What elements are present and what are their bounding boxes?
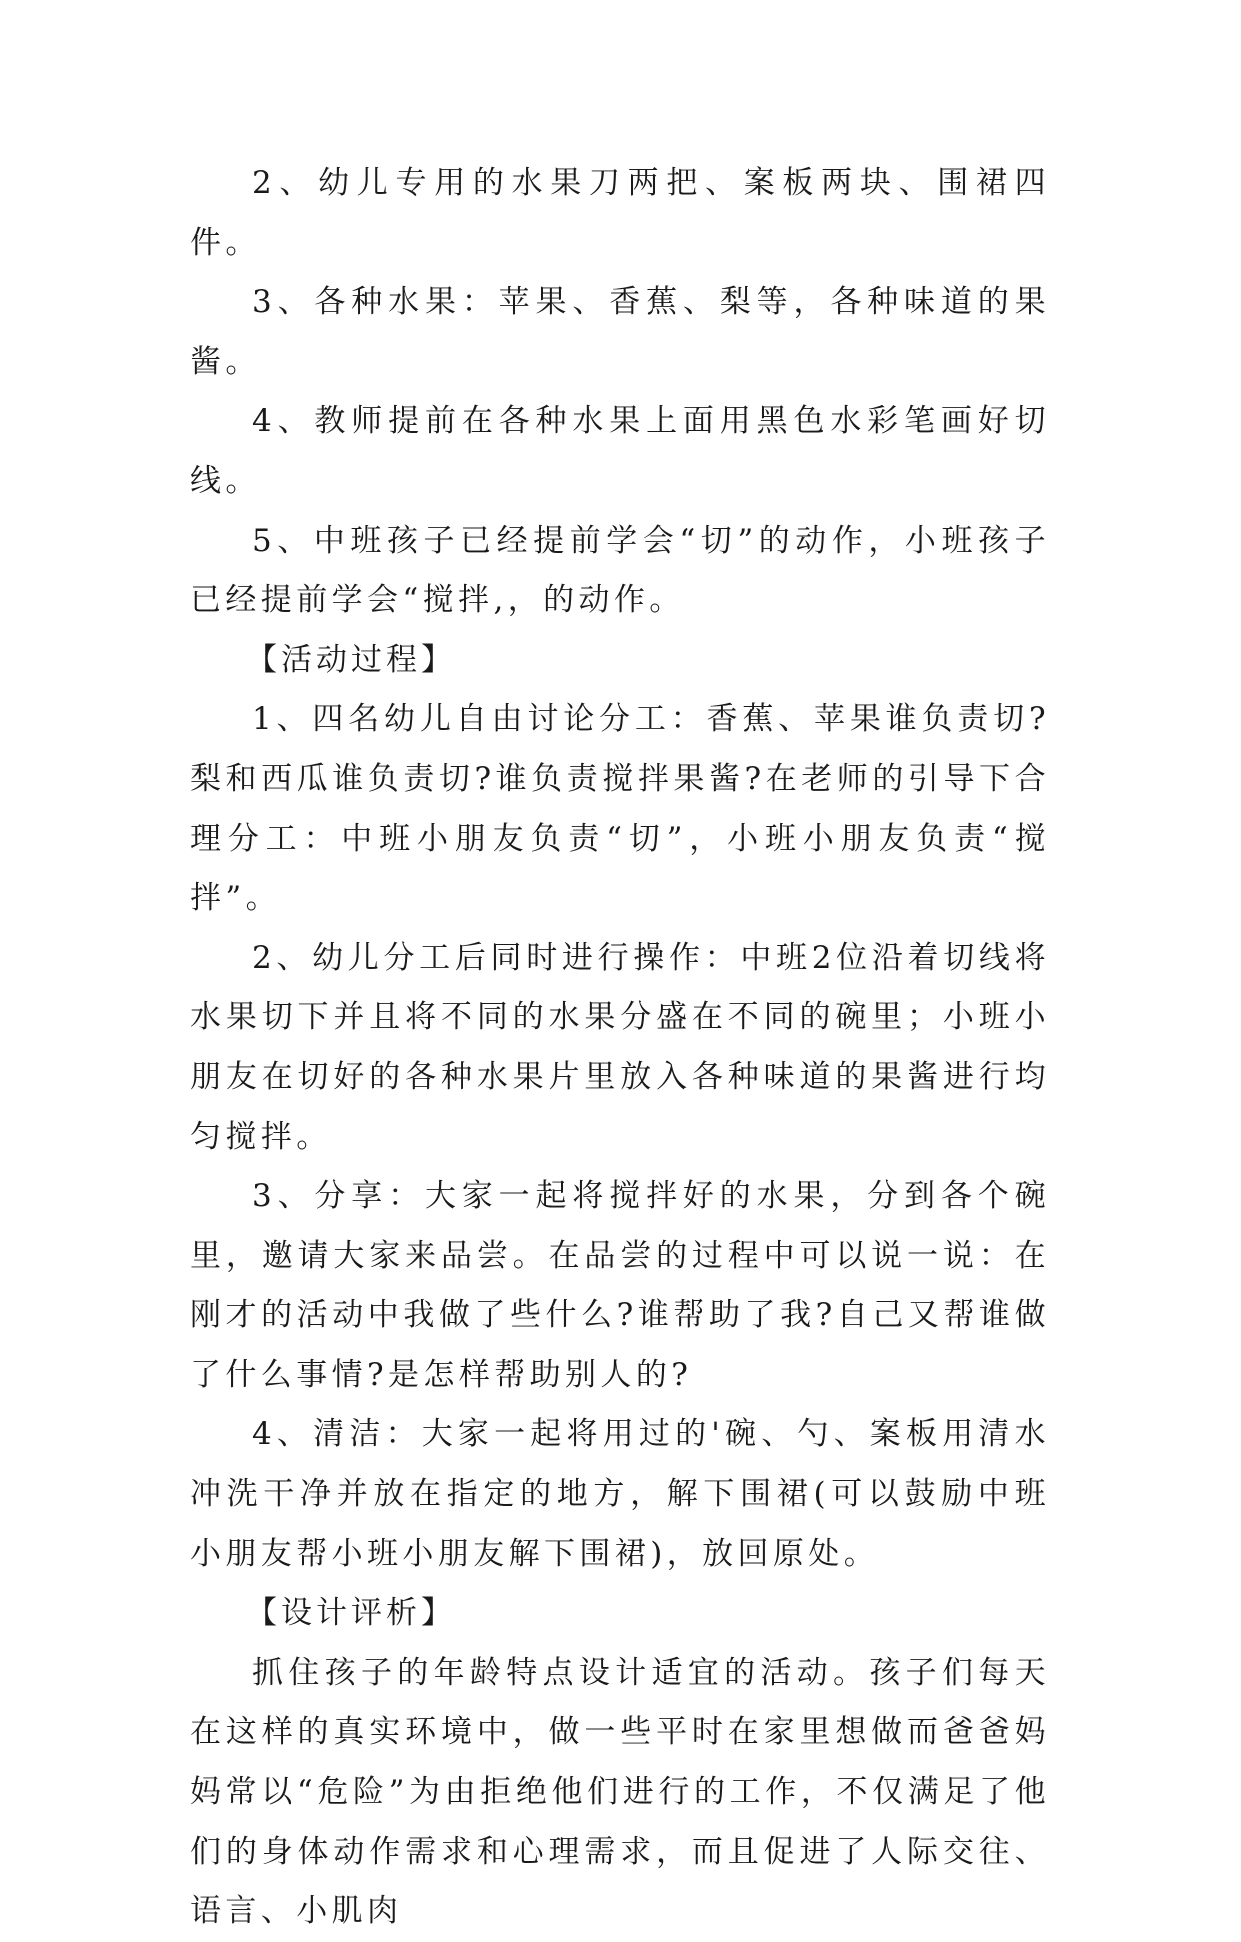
material-item-2: 2、幼儿专用的水果刀两把、案板两块、围裙四件。 — [190, 165, 1050, 261]
section-heading-activity-process: 【活动过程】 — [246, 641, 456, 678]
section-heading-design-analysis: 【设计评析】 — [246, 1595, 456, 1632]
document-body — [190, 154, 1050, 1942]
process-step-4: 4、清洁：大家一起将用过的'碗、勺、案板用清水冲洗干净并放在指定的地方，解下围裙(可以鼓励中班小朋友帮小班小朋友解下围裙)，放回原处。 — [190, 1416, 1050, 1572]
process-step-1: 1、四名幼儿自由讨论分工：香蕉、苹果谁负责切?梨和西瓜谁负责切?谁负责搅拌果酱?在老师的引导下合理分工：中班小朋友负责“切”，小班小朋友负责“搅拌”。 — [190, 701, 1050, 917]
process-step-2: 2、幼儿分工后同时进行操作：中班2位沿着切线将水果切下并且将不同的水果分盛在不同的碗里；小班小朋友在切好的各种水果片里放入各种味道的果酱进行均匀搅拌。 — [190, 939, 1050, 1155]
material-item-3: 3、各种水果：苹果、香蕉、梨等，各种味道的果酱。 — [190, 284, 1050, 380]
design-analysis-paragraph: 抓住孩子的年龄特点设计适宜的活动。孩子们每天在这样的真实环境中，做一些平时在家里想做而爸爸妈妈常以“危险”为由拒绝他们进行的工作，不仅满足了他们的身体动作需求和心理需求，而且促进了人际交往、语言、小肌肉 — [190, 1654, 1050, 1930]
material-item-4: 4、教师提前在各种水果上面用黑色水彩笔画好切线。 — [190, 403, 1050, 499]
material-item-5: 5、中班孩子已经提前学会“切”的动作，小班孩子已经提前学会“搅拌,，的动作。 — [190, 522, 1050, 619]
process-step-3: 3、分享：大家一起将搅拌好的水果，分到各个碗里，邀请大家来品尝。在品尝的过程中可以说一说：在刚才的活动中我做了些什么?谁帮助了我?自己又帮谁做了什么事情?是怎样帮助别人的? — [190, 1178, 1050, 1393]
